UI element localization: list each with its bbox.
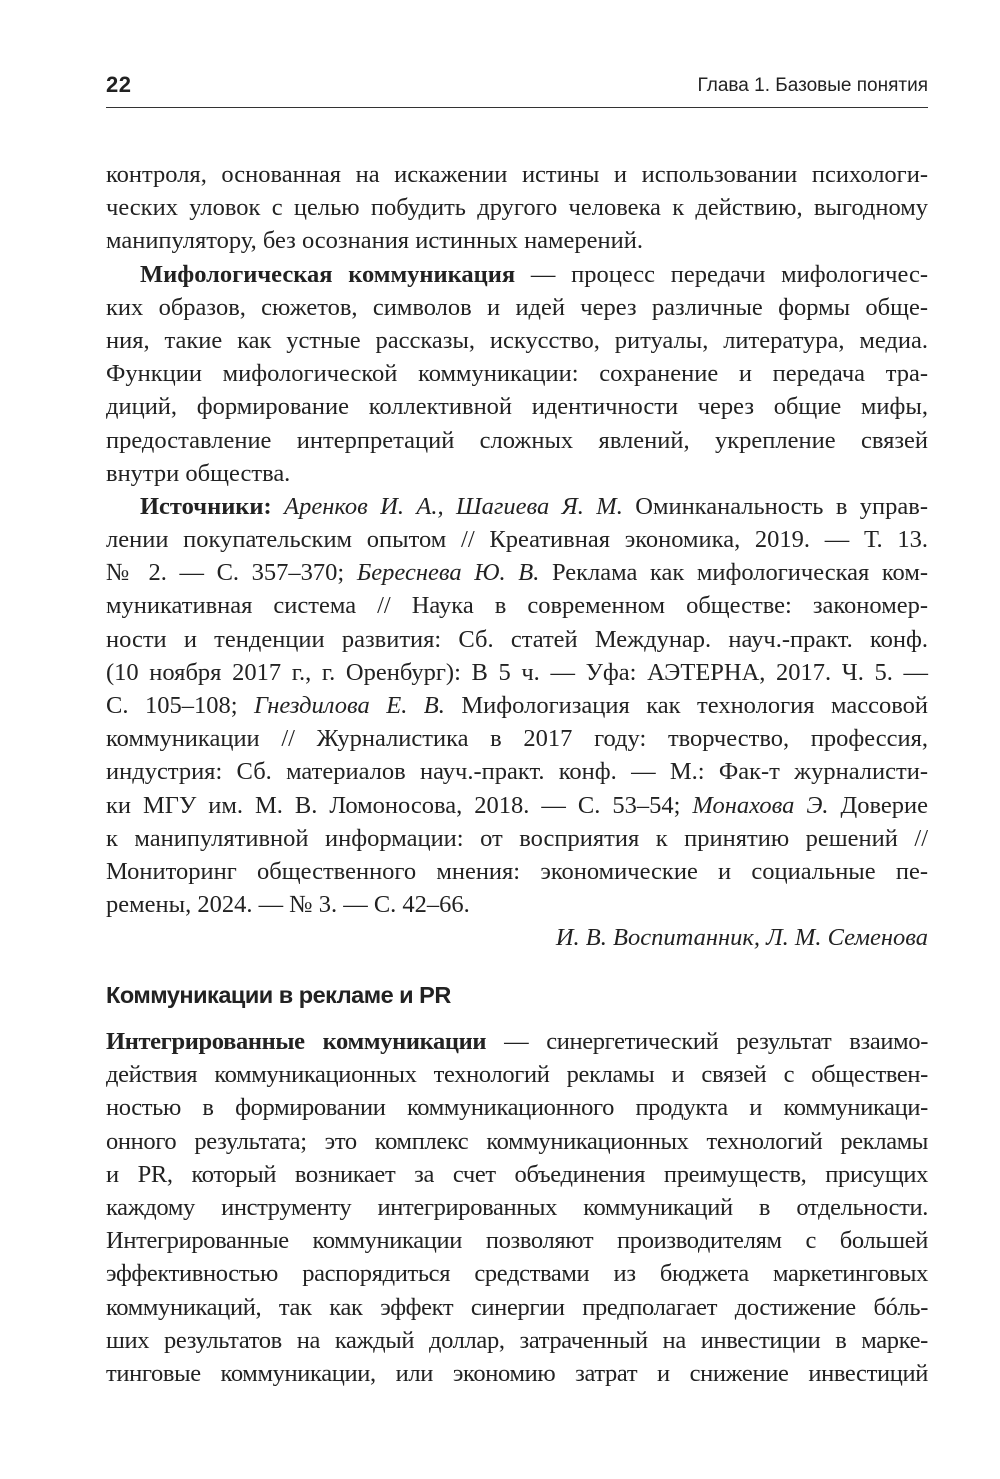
- sources-line: ности и тенденции развития: Сб. статей Междунар. науч.-практ. конф.: [106, 625, 928, 653]
- sources-line: [106, 689, 928, 722]
- text-line: и PR, который возникает за счет объединения преимуществ, присущих: [106, 1160, 928, 1188]
- sources-line: лении покупательским опытом // Креативная экономика, 2019. — Т. 13.: [106, 526, 928, 554]
- text-line: контроля, основанная на искажении истины и использовании психологи-: [106, 161, 928, 188]
- definition-text: — синергетический результат взаимо-: [486, 1028, 928, 1055]
- header-divider: [106, 107, 928, 108]
- source-text: Доверие: [828, 791, 928, 819]
- source-text: Мифологизация как технология массовой: [444, 692, 928, 719]
- section-heading: Коммуникации в рекламе и PR: [106, 982, 451, 1008]
- text-line: манипулятору, без осознания истинных намерений.: [106, 227, 644, 255]
- definition-line: [106, 1025, 928, 1058]
- text-line: ких образов, сюжетов, символов и идей через различные формы обще-: [106, 293, 928, 321]
- sources-line: к манипулятивной информации: от восприятия к принятию решений //: [106, 824, 928, 852]
- term-integrated-communications: Интегрированные коммуникации: [106, 1028, 487, 1055]
- source-text: Реклама как мифологическая ком-: [539, 559, 928, 587]
- text-line: Функции мифологической коммуникации: сохранение и передача тра-: [106, 360, 928, 388]
- text-line: тинговые коммуникации, или экономию затрат и снижение инвестиций: [106, 1359, 928, 1387]
- text-line: ших результатов на каждый доллар, затраченный на инвестиции в марке-: [106, 1326, 928, 1354]
- running-header: [106, 72, 928, 104]
- source-text: ки МГУ им. М. В. Ломоносова, 2018. — С. 53–54;: [106, 791, 693, 819]
- sources-line: коммуникации // Журналистика в 2017 году: творчество, профессия,: [106, 725, 928, 753]
- sources-line: [106, 789, 928, 822]
- page-number: 22: [106, 72, 132, 97]
- body-text-block: [106, 158, 928, 955]
- sources-label: Источники:: [140, 492, 272, 520]
- chapter-title: Глава 1. Базовые понятия: [697, 75, 928, 96]
- definition-text: — процесс передачи мифологичес-: [515, 260, 928, 288]
- text-line: Интегрированные коммуникации позволяют производителям с большей: [106, 1227, 928, 1255]
- source-author: Береснева Ю. В.: [356, 559, 540, 587]
- sources-line: индустрия: Сб. материалов науч.-практ. конф. — М.: Фак-т журналисти-: [106, 758, 928, 786]
- source-author: Аренков И. А., Шагиева Я. М.: [284, 492, 623, 520]
- source-text: № 2. — С. 357–370;: [106, 559, 357, 587]
- source-text: Оминканальность в управ-: [622, 492, 929, 520]
- text-line: действия коммуникационных технологий рекламы и связей с обществен-: [106, 1061, 928, 1089]
- text-line: внутри общества.: [106, 459, 291, 487]
- source-author: Монахова Э.: [692, 791, 829, 819]
- sources-line: [106, 490, 928, 523]
- sources-line: муникативная система // Наука в современном обществе: закономер-: [106, 592, 928, 620]
- book-page: [106, 0, 928, 1479]
- term-mythological-communication: Мифологическая коммуникация: [140, 260, 516, 288]
- text-line: коммуникаций, так как эффект синергии предполагает достижение бóль-: [106, 1293, 928, 1321]
- definition-line: [106, 258, 928, 291]
- text-line: предоставление интерпретаций сложных явлений, укрепление связей: [106, 426, 928, 454]
- authors-signature: И. В. Воспитанник, Л. М. Семенова: [555, 924, 928, 952]
- sources-line: ремены, 2024. — № 3. — С. 42–66.: [106, 891, 470, 919]
- sources-line: (10 ноября 2017 г., г. Оренбург): В 5 ч. — Уфа: АЭТЕРНА, 2017. Ч. 5. —: [106, 658, 928, 686]
- sources-line: Мониторинг общественного мнения: экономические и социальные пе-: [106, 857, 928, 885]
- text-line: каждому инструменту интегрированных коммуникаций в отдельности.: [106, 1193, 928, 1221]
- text-line: ния, такие как устные рассказы, искусство, ритуалы, литература, медиа.: [106, 326, 928, 354]
- source-text: С. 105–108;: [106, 692, 254, 719]
- text-line: диций, формирование коллективной идентичности через общие мифы,: [106, 393, 928, 421]
- text-line: ностью в формировании коммуникационного продукта и коммуникаци-: [106, 1094, 928, 1122]
- source-author: Гнездилова Е. В.: [254, 692, 445, 719]
- section-text-block: [106, 1025, 928, 1390]
- text-line: ческих уловок с целью побудить другого человека к действию, выгодному: [106, 194, 928, 222]
- text-line: онного результата; это комплекс коммуникационных технологий рекламы: [106, 1127, 928, 1155]
- sources-line: [106, 556, 928, 589]
- text-line: эффективностью распорядиться средствами из бюджета маркетинговых: [106, 1260, 928, 1288]
